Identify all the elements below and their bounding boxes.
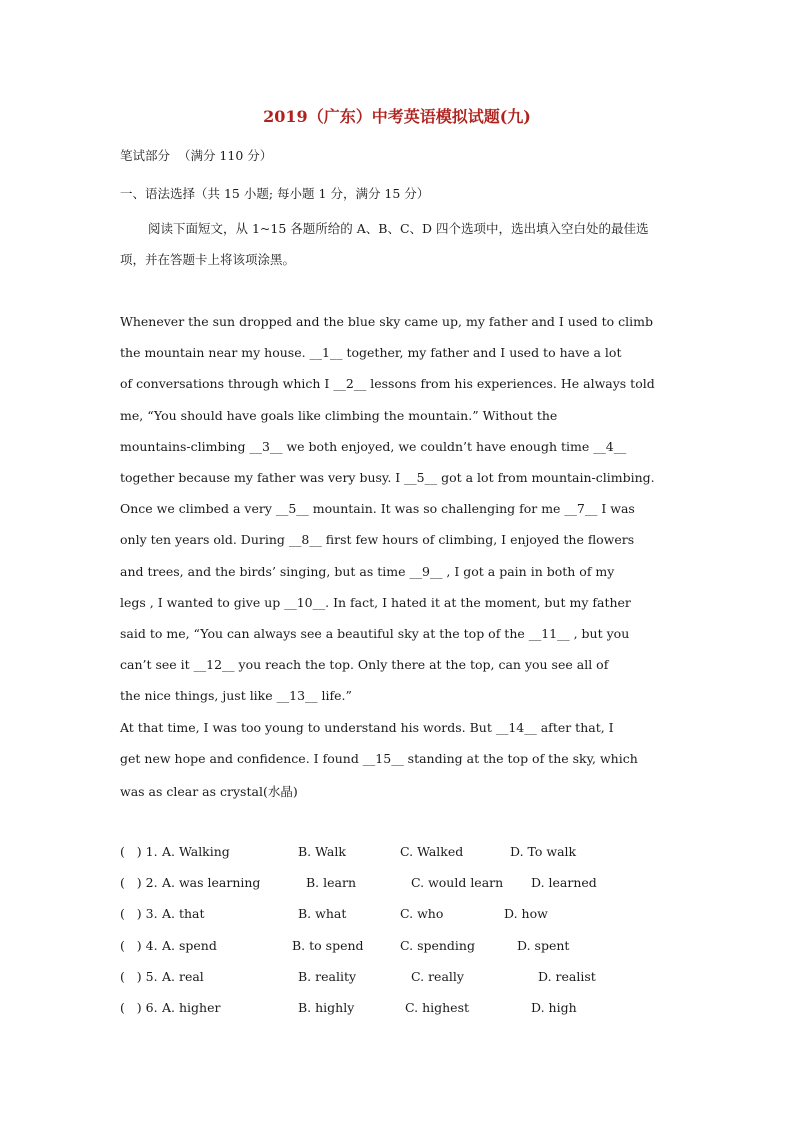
- question-number: ( ) 3.: [120, 906, 158, 922]
- option-d: D. learned: [531, 875, 597, 891]
- page-title: 2019（广东）中考英语模拟试题(九): [263, 107, 531, 126]
- option-a: A. Walking: [162, 844, 230, 859]
- passage-line: At that time, I was too young to understand his words. But __14__ after that, I: [120, 719, 614, 735]
- question-number: ( ) 5.: [120, 968, 158, 984]
- option-c: C. who: [400, 906, 444, 922]
- option-d: D. how: [504, 906, 548, 922]
- passage-line: can’t see it __12__ you reach the top. Only there at the top, can you see all of: [120, 657, 609, 673]
- option-c: C. really: [411, 968, 464, 984]
- option-d: D. To walk: [510, 844, 577, 859]
- passage-line: the mountain near my house. __1__ together, my father and I used to have a lot: [120, 345, 622, 361]
- instruction-line: 阅读下面短文，从 1~15 各题所给的 A、B、C、D 四个选项中，选出填入空白处的最佳选: [148, 221, 649, 236]
- question-number: ( ) 6.: [120, 1000, 158, 1015]
- option-c: C. Walked: [400, 844, 464, 859]
- passage-line: said to me, “You can always see a beautiful sky at the top of the __11__ , but you: [120, 626, 630, 641]
- option-a: A. real: [162, 968, 204, 984]
- option-b: B. reality: [298, 968, 357, 984]
- question-number: ( ) 2.: [120, 875, 158, 891]
- passage-line: together because my father was very busy. I __5__ got a lot from mountain-climbing.: [120, 470, 655, 485]
- written-section-label: 笔试部分 （满分 110 分）: [120, 148, 273, 163]
- passage-line: the nice things, just like __13__ life.”: [120, 688, 352, 704]
- passage-line: Once we climbed a very __5__ mountain. It was so challenging for me __7__ I was: [120, 501, 635, 517]
- option-a: A. that: [162, 906, 205, 922]
- option-d: D. realist: [538, 968, 596, 984]
- passage-line: was as clear as crystal(水晶): [120, 784, 298, 799]
- option-a: A. spend: [162, 937, 217, 953]
- passage-line: of conversations through which I __2__ lessons from his experiences. He always told: [120, 376, 655, 392]
- question-number: ( ) 1.: [120, 844, 158, 859]
- option-c: C. would learn: [411, 875, 504, 891]
- option-b: B. highly: [298, 1000, 355, 1015]
- passage-line: get new hope and confidence. I found __15__ standing at the top of the sky, which: [120, 750, 638, 766]
- option-b: B. learn: [306, 875, 357, 891]
- option-c: C. spending: [400, 937, 475, 953]
- option-d: D. spent: [517, 937, 570, 953]
- passage-line: legs , I wanted to give up __10__. In fact, I hated it at the moment, but my father: [120, 594, 631, 610]
- option-c: C. highest: [405, 1000, 470, 1015]
- option-a: A. was learning: [162, 875, 261, 891]
- question-number: ( ) 4.: [120, 937, 158, 953]
- passage-line: mountains-climbing __3__ we both enjoyed, we couldn’t have enough time __4__: [120, 438, 627, 454]
- passage-line: me, “You should have goals like climbing the mountain.” Without the: [120, 407, 558, 423]
- passage-line: Whenever the sun dropped and the blue sky came up, my father and I used to climb: [120, 314, 653, 329]
- passage-line: only ten years old. During __8__ first few hours of climbing, I enjoyed the flowers: [120, 532, 635, 548]
- option-d: D. high: [531, 1000, 577, 1015]
- option-b: B. what: [298, 906, 347, 922]
- instruction-line: 项，并在答题卡上将该项涂黑。: [120, 252, 296, 267]
- option-a: A. higher: [162, 1000, 221, 1015]
- passage-line: and trees, and the birds’ singing, but as time __9__ , I got a pain in both of my: [120, 563, 615, 579]
- option-b: B. Walk: [298, 844, 346, 859]
- part1-heading: 一、语法选择（共 15 小题; 每小题 1 分，满分 15 分）: [120, 186, 430, 201]
- option-b: B. to spend: [292, 937, 364, 953]
